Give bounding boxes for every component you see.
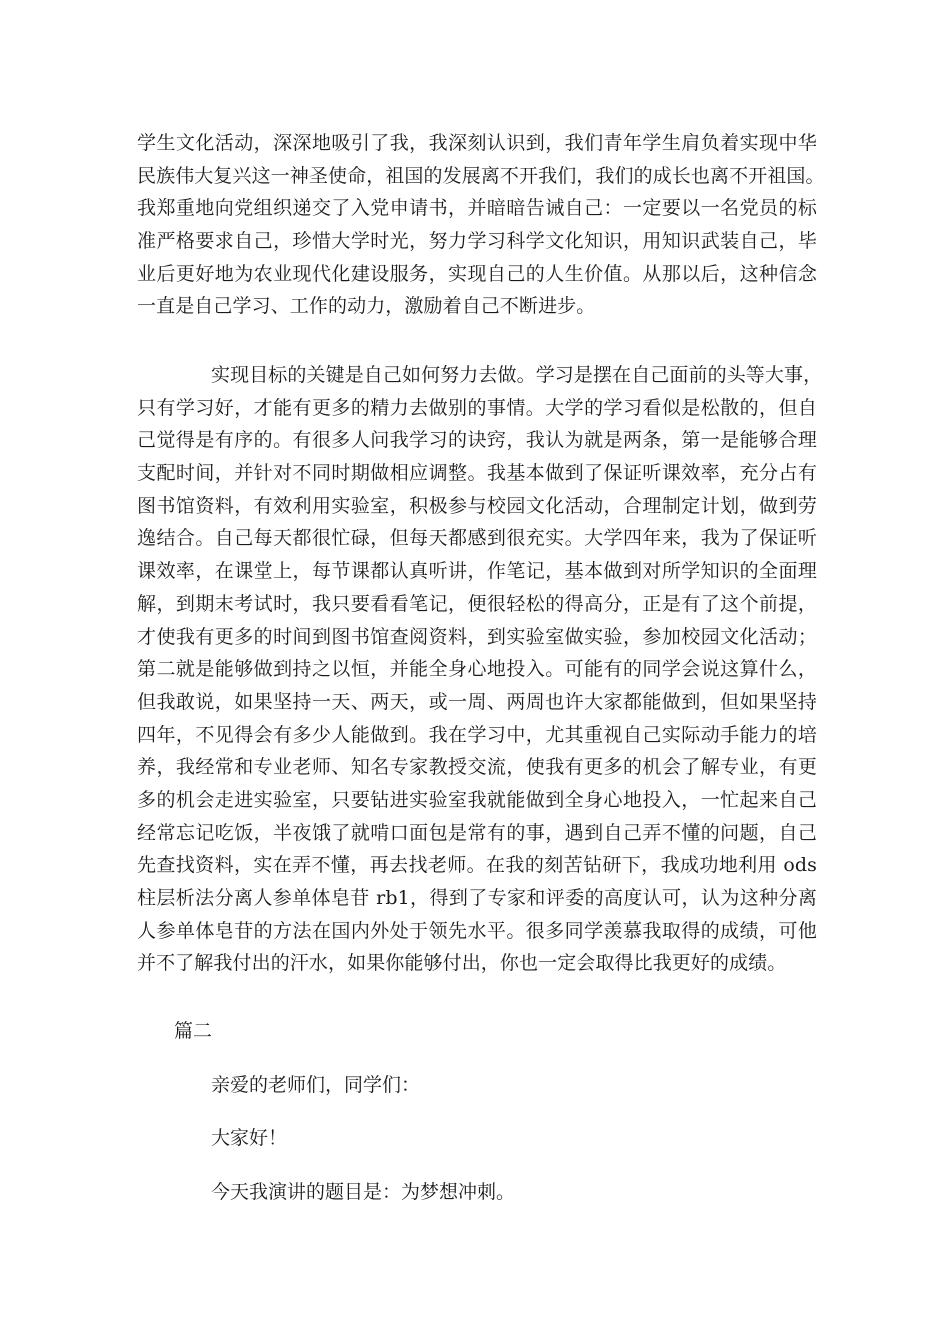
paragraph-line: 准严格要求自己，珍惜大学时光，努力学习科学文化知识，用知识武装自己，毕 (137, 230, 817, 253)
greeting-line: 亲爱的老师们，同学们： (211, 1074, 421, 1096)
paragraph-line: 解，到期末考试时，我只要看看笔记，便很轻松的得高分，正是有了这个前提， (137, 592, 817, 615)
paragraph-line: 学生文化活动，深深地吸引了我，我深刻认识到，我们青年学生肩负着实现中华 (137, 132, 817, 154)
paragraph-line: 多的机会走进实验室，只要钻进实验室我就能做到全身心地投入，一忙起来自己 (137, 788, 817, 811)
paragraph-line: 四年，不见得会有多少人能做到。我在学习中，尤其重视自己实际动手能力的培 (137, 723, 817, 746)
paragraph-line: 柱层析法分离人参单体皂苷 rb1，得到了专家和评委的高度认可，认为这种分离 (137, 887, 817, 909)
speech-topic-line: 今天我演讲的题目是：为梦想冲刺。 (211, 1181, 516, 1203)
paragraph-line: 课效率，在课堂上，每节课都认真听讲，作笔记，基本做到对所学知识的全面理 (137, 560, 817, 583)
paragraph-line: 支配时间，并针对不同时期做相应调整。我基本做到了保证听课效率，充分占有 (137, 462, 817, 485)
paragraph-line: 只有学习好，才能有更多的精力去做别的事情。大学的学习看似是松散的，但自 (137, 396, 817, 419)
paragraph-line: 一直是自己学习、工作的动力，激励着自己不断进步。 (137, 295, 596, 318)
paragraph-line: 人参单体皂苷的方法在国内外处于领先水平。很多同学羡慕我取得的成绩，可他 (137, 919, 817, 942)
paragraph-line: 实现目标的关键是自己如何努力去做。学习是摆在自己面前的头等大事， (211, 364, 823, 386)
paragraph-line: 才使我有更多的时间到图书馆查阅资料，到实验室做实验，参加校园文化活动； (137, 625, 817, 648)
paragraph-line: 并不了解我付出的汗水，如果你能够付出，你也一定会取得比我更好的成绩。 (137, 952, 787, 975)
paragraph-line: 经常忘记吃饭，半夜饿了就啃口面包是常有的事，遇到自己弄不懂的问题，自己 (137, 821, 817, 844)
section-heading: 篇二 (174, 1020, 213, 1042)
paragraph-line: 我郑重地向党组织递交了入党申请书，并暗暗告诫自己：一定要以一名党员的标 (137, 197, 817, 220)
paragraph-line: 己觉得是有序的。有很多人问我学习的诀窍，我认为就是两条，第一是能够合理 (137, 429, 817, 452)
paragraph-line: 业后更好地为农业现代化建设服务，实现自己的人生价值。从那以后，这种信念 (137, 262, 817, 285)
paragraph-1 (137, 127, 825, 323)
paragraph-line: 民族伟大复兴这一神圣使命，祖国的发展离不开我们，我们的成长也离不开祖国。 (137, 164, 825, 187)
paragraph-line: 养，我经常和专业老师、知名专家教授交流，使我有更多的机会了解专业，有更 (137, 756, 817, 779)
paragraph-line: 但我敢说，如果坚持一天、两天，或一周、两周也许大家都能做到，但如果坚持 (137, 690, 817, 713)
paragraph-line: 第二就是能够做到持之以恒，并能全身心地投入。可能有的同学会说这算什么， (137, 658, 817, 681)
paragraph-2 (137, 359, 823, 980)
hello-line: 大家好！ (211, 1127, 288, 1149)
paragraph-line: 图书馆资料，有效利用实验室，积极参与校园文化活动，合理制定计划，做到劳 (137, 494, 817, 517)
paragraph-line: 逸结合。自己每天都很忙碌，但每天都感到很充实。大学四年来，我为了保证听 (137, 527, 817, 550)
paragraph-line: 先查找资料，实在弄不懂，再去找老师。在我的刻苦钻研下，我成功地利用 ods (137, 854, 817, 877)
